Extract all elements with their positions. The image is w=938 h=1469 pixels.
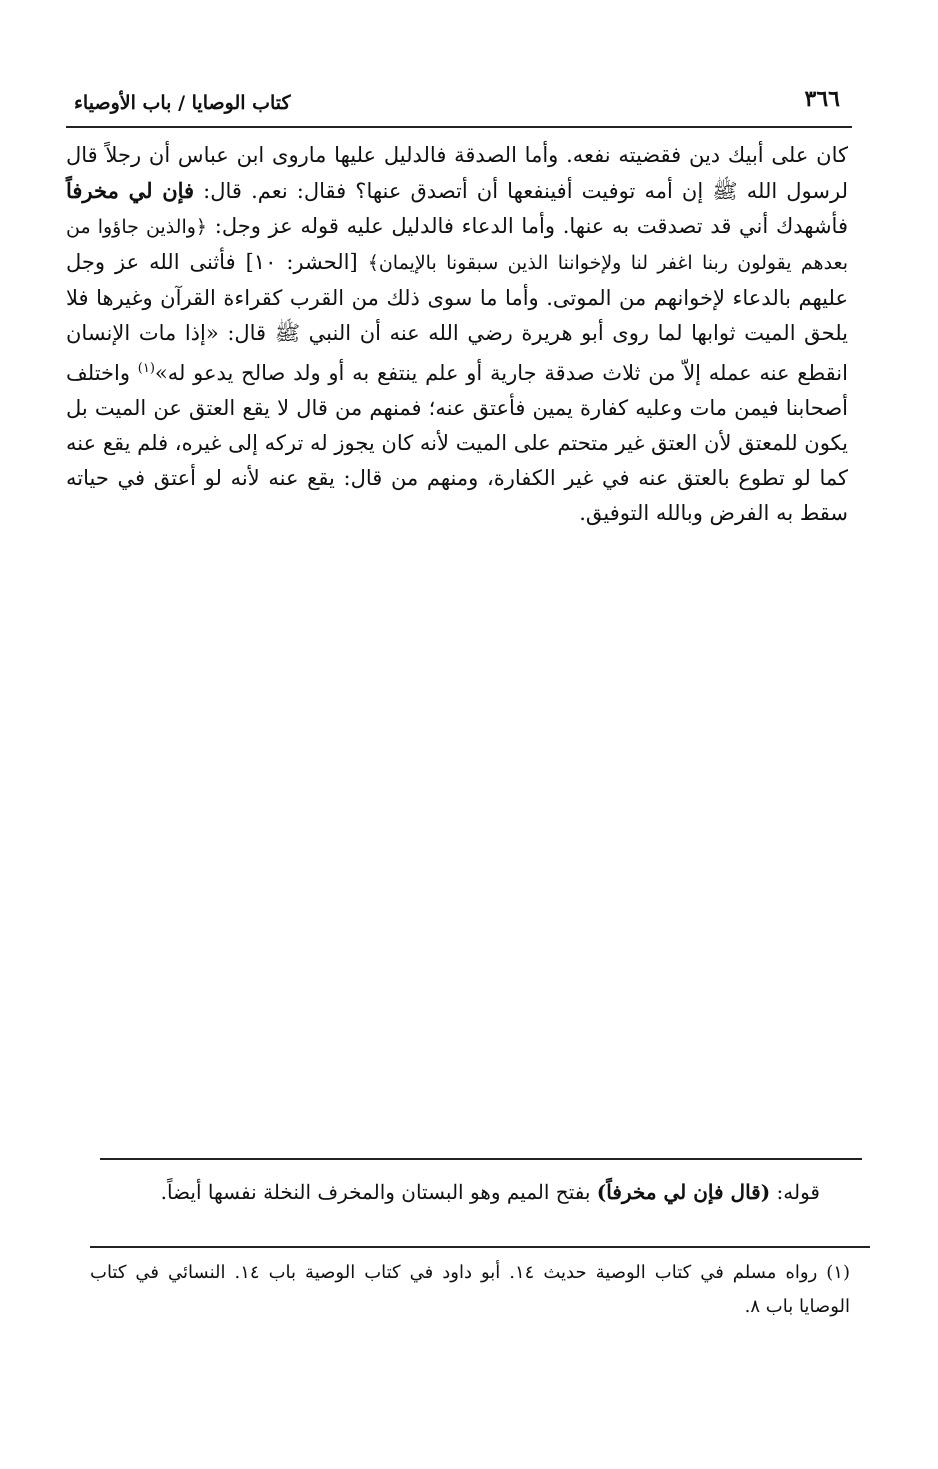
main-text-part-2: فأشهدك أني قد تصدقت به عنها. وأما الدعاء فالدليل عليه قوله عز وجل:: [207, 214, 848, 238]
footnote-reference: (١): [137, 361, 155, 376]
footnote-divider: [90, 1246, 870, 1248]
commentary-divider: [100, 1158, 862, 1160]
commentary-note: [100, 1176, 820, 1208]
footnote: (١) رواه مسلم في كتاب الوصية حديث ١٤. أبو داود في كتاب الوصية باب ١٤. النسائي في كتاب الوصايا باب ٨.: [90, 1262, 850, 1317]
page-header: [66, 82, 852, 128]
main-text-part-1: كان على أبيك دين فقضيته نفعه. وأما الصدقة فالدليل عليها ماروى ابن عباس أن رجلاً قال لرسول الله ﷺ إن أمه توفيت أفينفعها أن أتصدق عنها؟ فقال: نعم. قال:: [66, 143, 848, 203]
quran-verse: ﴿والذين جاؤوا من بعدهم يقولون ربنا اغفر لنا ولإخواننا الذين سبقونا بالإيمان﴾: [66, 216, 849, 274]
commentary-prefix: قوله:: [770, 1180, 820, 1204]
main-text-part-3: [الحشر: ١٠] فأثنى الله عز وجل عليهم بالدعاء لإخوانهم من الموتى. وأما ما سوى ذلك من القرب كقراءة القرآن وغيرها فلا يلحق الميت ثوابها لما روى أبو هريرة رضي الله عنه أن النبي ﷺ قال: «إذا مات الإنسان انقطع عنه عمله إلاّ من ثلاث صدقة جارية أو علم ينتفع به أو ولد صالح يدعو له»: [66, 250, 848, 385]
page-number: ٣٦٦: [804, 86, 840, 112]
running-title: كتاب الوصايا / باب الأوصياء: [74, 92, 291, 114]
main-text: [66, 138, 848, 531]
main-text-bold-phrase: فإن لي مخرفاً: [66, 178, 195, 203]
main-text-part-4: واختلف أصحابنا فيمن مات وعليه كفارة يمين فأعتق عنه؛ فمنهم من قال لا يقع العتق عن الميت بل يكون للمعتق لأن العتق غير متحتم على الميت لأنه كان يجوز له تركه إلى غيره، فلم يقع عنه كما لو تطوع بالعتق عنه في غير الكفارة، ومنهم من قال: يقع عنه لأنه لو أعتق في حياته سقط به الفرض وبالله التوفيق.: [66, 361, 848, 525]
commentary-bold: (قال فإن لي مخرفاً): [596, 1180, 771, 1204]
commentary-rest: بفتح الميم وهو البستان والمخرف النخلة نفسها أيضاً.: [160, 1180, 597, 1204]
